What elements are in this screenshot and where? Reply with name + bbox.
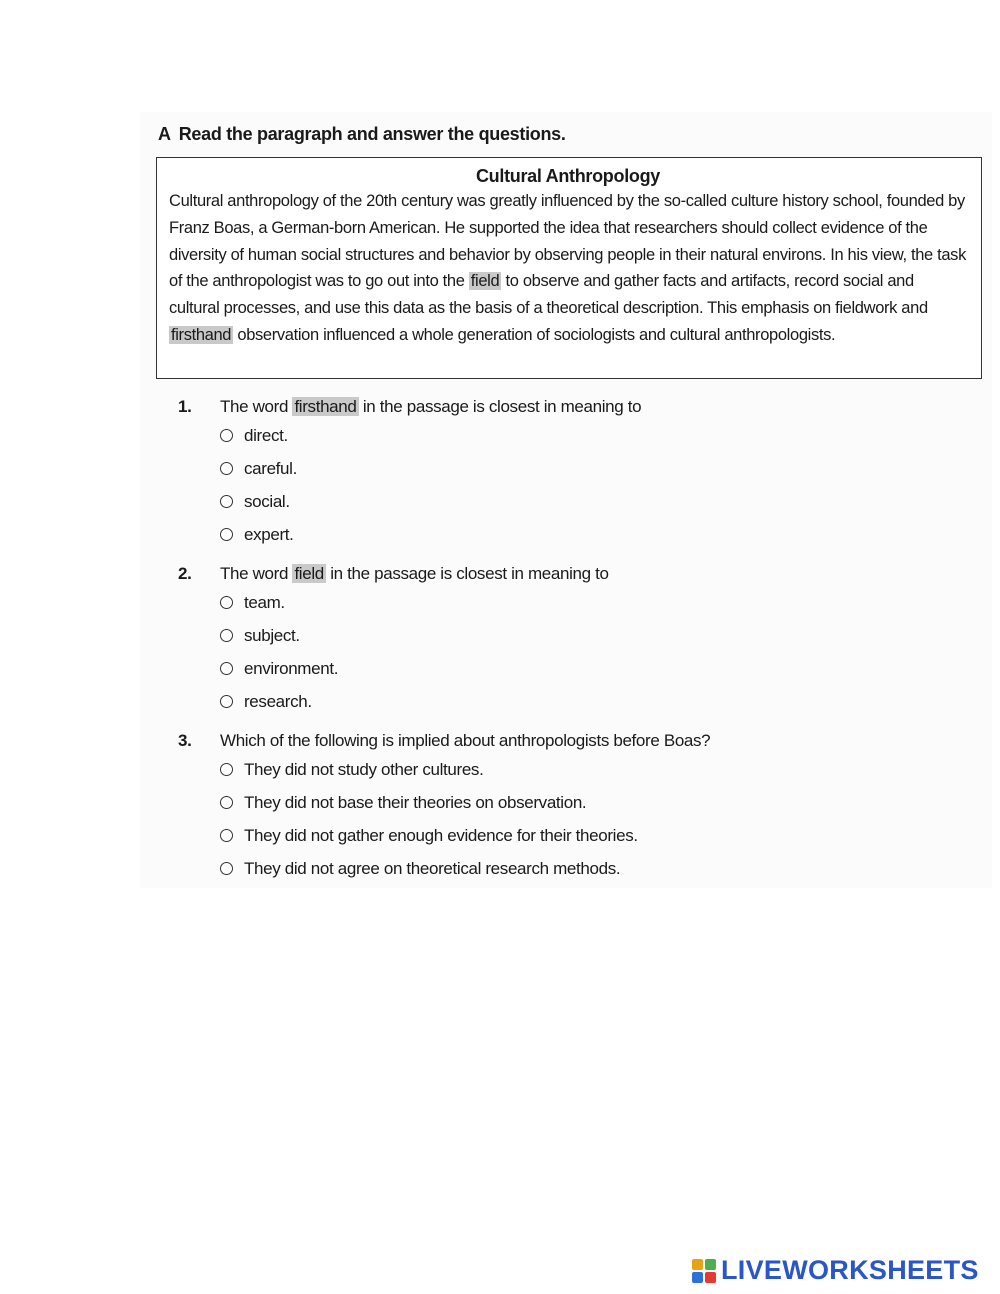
option-label: They did not gather enough evidence for their theories. — [244, 825, 638, 845]
liveworksheets-logo-icon — [692, 1259, 716, 1283]
stem-highlight: firsthand — [294, 397, 357, 416]
option-label: environment. — [244, 658, 339, 678]
option-label: expert. — [244, 524, 294, 544]
answer-option[interactable] — [220, 652, 958, 685]
answer-option[interactable] — [220, 485, 958, 518]
answer-options — [178, 586, 958, 718]
option-label: subject. — [244, 625, 300, 645]
stem-highlight: field — [294, 564, 324, 583]
liveworksheets-brand — [692, 1255, 979, 1286]
stem-text: The word — [220, 564, 293, 583]
question-1 — [178, 395, 958, 551]
option-label: careful. — [244, 458, 297, 478]
instruction-heading — [158, 124, 566, 145]
logo-tile — [705, 1259, 716, 1270]
option-label: team. — [244, 592, 285, 612]
radio-button[interactable] — [220, 862, 233, 875]
answer-option[interactable] — [220, 518, 958, 551]
question-number: 3. — [178, 731, 192, 750]
passage-title: Cultural Anthropology — [475, 166, 660, 186]
answer-option[interactable] — [220, 685, 958, 718]
answer-option[interactable] — [220, 852, 958, 885]
answer-option[interactable] — [220, 586, 958, 619]
radio-button[interactable] — [220, 796, 233, 809]
answer-option[interactable] — [220, 452, 958, 485]
section-letter: A — [158, 124, 171, 144]
highlighted-word-field: field — [470, 272, 500, 291]
option-label: They did not base their theories on observation. — [244, 792, 587, 812]
brand-name: LIVEWORKSHEETS — [721, 1255, 979, 1285]
question-2 — [178, 562, 958, 718]
logo-tile — [692, 1259, 703, 1270]
instruction-text: Read the paragraph and answer the questions. — [178, 124, 566, 144]
question-stem — [178, 562, 958, 586]
option-label: social. — [244, 491, 290, 511]
passage-segment: observation influenced a whole generation of sociologists and cultural anthropologists. — [233, 325, 836, 344]
option-label: direct. — [244, 425, 288, 445]
logo-tile — [692, 1272, 703, 1283]
passage-text — [169, 188, 967, 349]
stem-text: in the passage is closest in meaning to — [358, 397, 642, 416]
option-label: They did not agree on theoretical research methods. — [244, 858, 621, 878]
answer-option[interactable] — [220, 619, 958, 652]
question-number: 1. — [178, 397, 192, 416]
radio-button[interactable] — [220, 662, 233, 675]
radio-button[interactable] — [220, 495, 233, 508]
answer-option[interactable] — [220, 786, 958, 819]
radio-button[interactable] — [220, 596, 233, 609]
logo-tile — [705, 1272, 716, 1283]
question-text: Which of the following is implied about anthropologists before Boas? — [220, 731, 711, 750]
answer-option[interactable] — [220, 419, 958, 452]
option-label: They did not study other cultures. — [244, 759, 484, 779]
question-stem — [178, 729, 958, 753]
passage-box — [156, 157, 982, 379]
question-3 — [178, 729, 958, 885]
passage-segment: to observe and gather facts and artifacts, record social and cultural processes, and use this data as the basis of a theoretical description. This emphasis on fieldwork and — [169, 272, 928, 318]
question-text — [220, 562, 609, 586]
answer-option[interactable] — [220, 753, 958, 786]
radio-button[interactable] — [220, 528, 233, 541]
radio-button[interactable] — [220, 629, 233, 642]
question-stem — [178, 395, 958, 419]
radio-button[interactable] — [220, 462, 233, 475]
question-text — [220, 395, 641, 419]
stem-text: The word — [220, 397, 293, 416]
radio-button[interactable] — [220, 429, 233, 442]
radio-button[interactable] — [220, 695, 233, 708]
stem-text: in the passage is closest in meaning to — [325, 564, 609, 583]
radio-button[interactable] — [220, 763, 233, 776]
answer-option[interactable] — [220, 819, 958, 852]
answer-options — [178, 753, 958, 885]
highlighted-word-firsthand: firsthand — [171, 325, 232, 344]
question-number: 2. — [178, 564, 192, 583]
passage-segment: Cultural anthropology of the 20th century was greatly influenced by the so-called culture history school, founded by Franz Boas, a German-born American. He supported the idea that researchers should collect evidence of the diversity of human social structures and behavior by observing people in their natural environs. In his view, the task of the anthropologist was to go out into the — [169, 192, 966, 291]
radio-button[interactable] — [220, 829, 233, 842]
answer-options — [178, 419, 958, 551]
option-label: research. — [244, 691, 312, 711]
